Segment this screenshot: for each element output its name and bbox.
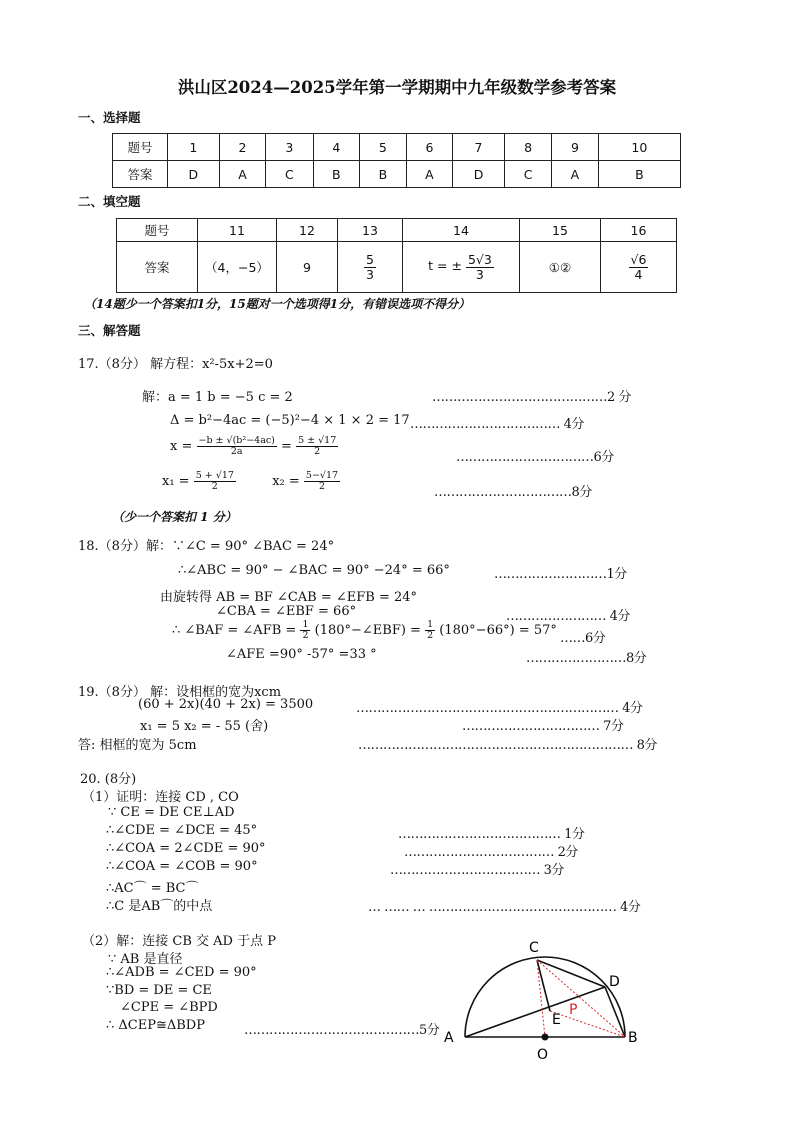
table-cell: A xyxy=(552,161,598,188)
label-a: A xyxy=(444,1030,454,1046)
fill-blank-answer-table xyxy=(116,218,677,293)
denominator: 2 xyxy=(302,629,309,641)
table-cell: 7 xyxy=(453,134,505,161)
table-cell: B xyxy=(598,161,680,188)
page-title: 洪山区2024—2025学年第一学期期中九年级数学参考答案 xyxy=(177,78,617,97)
denominator: 2 xyxy=(314,445,321,457)
numerator: √6 xyxy=(630,252,647,268)
score-dots: ……………………………………………………… 4分 xyxy=(356,701,643,716)
q19-heading: 19.（8分） 解：设相框的宽为xcm xyxy=(78,685,282,700)
q20-line: ∴∠COA = 2∠CDE = 90° xyxy=(106,841,266,856)
segment-ce xyxy=(537,960,550,1011)
table-cell xyxy=(403,242,520,293)
table-cell xyxy=(601,242,677,293)
numerator: 5 + √17 xyxy=(195,470,234,481)
q17-note: （少一个答案扣 1 分） xyxy=(112,510,237,524)
score-dots: ……………………………………5分 xyxy=(244,1023,440,1038)
score-dots: ………………………………… 1分 xyxy=(398,827,585,842)
table-header-cell: 题号 xyxy=(113,134,168,161)
denominator: 2a xyxy=(230,445,243,457)
denominator: 3 xyxy=(475,266,484,282)
q19-line: x₁ = 5 x₂ = - 55 (舍) xyxy=(140,719,269,734)
table-cell: B xyxy=(360,161,407,188)
score-dots: …………………… 4分 xyxy=(506,609,630,624)
q20-heading: 20. (8分) xyxy=(80,772,137,787)
table-cell: A xyxy=(406,161,452,188)
q20-line: （1）证明：连接 CD , CO xyxy=(82,790,239,805)
q20-line: ∴∠CDE = ∠DCE = 45° xyxy=(106,823,258,838)
table-cell: A xyxy=(219,161,265,188)
section2-heading: 二、填空题 xyxy=(78,194,141,209)
q17-line: 解：a = 1 b = −5 c = 2 xyxy=(142,390,293,405)
formula-prefix: x = xyxy=(170,438,193,454)
fraction xyxy=(629,253,649,280)
table-cell xyxy=(338,242,403,293)
table-cell: 5 xyxy=(360,134,407,161)
table-cell: 10 xyxy=(598,134,680,161)
table-cell: 1 xyxy=(168,134,220,161)
q20-line: ∵ AB 是直径 xyxy=(108,952,183,967)
q17-heading: 17.（8分） 解方程：x²-5x+2=0 xyxy=(78,357,273,372)
score-dots: ……………………………8分 xyxy=(434,485,592,500)
q20-line: ∠CPE = ∠BPD xyxy=(120,1000,218,1015)
q17-roots-line xyxy=(162,471,340,492)
fraction xyxy=(466,253,494,280)
q19-line: (60 + 2x)(40 + 2x) = 3500 xyxy=(138,697,314,712)
fraction xyxy=(296,436,338,457)
formula-prefix: ∴ ∠BAF = ∠AFB = xyxy=(172,622,297,638)
table-cell: 13 xyxy=(338,219,403,242)
table-cell: 6 xyxy=(406,134,452,161)
table-header-cell: 题号 xyxy=(117,219,198,242)
score-dots: ……6分 xyxy=(560,631,606,646)
dashed-eb xyxy=(550,1011,625,1037)
q20-line: ∴ ΔCEP≅ΔBDP xyxy=(106,1018,205,1033)
numerator: 1 xyxy=(427,619,434,630)
numerator: 5√3 xyxy=(467,252,492,268)
denominator: 2 xyxy=(427,629,434,641)
numerator: 5 ± √17 xyxy=(298,435,337,446)
numerator: 5−√17 xyxy=(305,470,339,481)
table-cell: 15 xyxy=(520,219,601,242)
chord-ad xyxy=(465,987,605,1037)
numerator: 5 xyxy=(366,252,374,268)
q18-line: ∴∠ABC = 90° − ∠BAC = 90° −24° = 66° xyxy=(178,563,450,578)
table-cell: ①② xyxy=(520,242,601,293)
fraction xyxy=(300,620,310,641)
semicircle-arc xyxy=(465,957,625,1037)
q20-line: ∴∠ADB = ∠CED = 90° xyxy=(106,965,257,980)
root-label: x₂ = xyxy=(272,473,300,489)
q20-line: ∵BD = DE = CE xyxy=(106,983,212,998)
fraction xyxy=(425,620,435,641)
dashed-cb xyxy=(537,960,625,1037)
formula-middle: (180°−∠EBF) = xyxy=(314,622,421,638)
q20-line: ∵ CE = DE CE⊥AD xyxy=(108,805,235,820)
table-cell: 9 xyxy=(552,134,598,161)
label-p: P xyxy=(569,1002,578,1018)
score-dots: ……………………………… 2分 xyxy=(404,845,578,860)
table-cell: D xyxy=(453,161,505,188)
q18-line: ∠AFE =90° -57° =33 ° xyxy=(226,647,377,662)
q20-line: ∴C 是AB⌒的中点 xyxy=(106,899,213,914)
semicircle-figure xyxy=(436,930,656,1065)
label-c: C xyxy=(529,940,539,956)
q18-formula-line xyxy=(172,620,557,641)
table-cell: （4，−5） xyxy=(198,242,277,293)
score-dots: …………………………… 7分 xyxy=(462,719,624,734)
root-label: x₁ = xyxy=(162,473,190,489)
score-dots: ……………………………… 4分 xyxy=(410,417,584,432)
table-header-cell: 答案 xyxy=(113,161,168,188)
denominator: 3 xyxy=(366,266,374,282)
table-cell: 12 xyxy=(277,219,338,242)
table-cell: 11 xyxy=(198,219,277,242)
equals-sign: = xyxy=(281,438,292,454)
dashed-co xyxy=(537,960,545,1037)
choice-answer-table xyxy=(112,133,681,188)
denominator: 4 xyxy=(634,266,643,282)
score-dots: ……………………………… 3分 xyxy=(390,863,564,878)
answer-prefix: t = ± xyxy=(428,258,462,274)
table-header-cell: 答案 xyxy=(117,242,198,293)
table-cell: 8 xyxy=(504,134,551,161)
table-row xyxy=(113,161,681,188)
table-cell: D xyxy=(168,161,220,188)
fraction xyxy=(194,471,236,492)
fraction xyxy=(364,253,376,280)
numerator: −b ± √(b²−4ac) xyxy=(198,435,275,446)
fraction xyxy=(304,471,340,492)
table-cell: C xyxy=(266,161,313,188)
q17-formula-line xyxy=(170,436,338,457)
label-d: D xyxy=(609,974,620,990)
table-cell: 9 xyxy=(277,242,338,293)
label-e: E xyxy=(552,1012,561,1028)
q18-line: 由旋转得 AB = BF ∠CAB = ∠EFB = 24° xyxy=(160,590,418,605)
section1-heading: 一、选择题 xyxy=(78,110,141,125)
score-dots: ………………………………………………………… 8分 xyxy=(358,738,657,753)
formula-end: (180°−66°) = 57° xyxy=(439,622,557,638)
table-cell: 4 xyxy=(313,134,360,161)
chord-db xyxy=(605,987,625,1037)
q20-line: ∴AC⌒ = BC⌒ xyxy=(106,881,199,896)
label-o: O xyxy=(537,1047,549,1063)
denominator: 2 xyxy=(211,480,218,492)
score-dots: … …… … ……………………………………… 4分 xyxy=(368,900,641,915)
score-dots: ……………………8分 xyxy=(526,651,647,666)
q19-line: 答: 相框的宽为 5cm xyxy=(78,738,197,753)
table-cell: 14 xyxy=(403,219,520,242)
q18-heading: 18.（8分）解：∵∠C = 90° ∠BAC = 24° xyxy=(78,539,335,554)
score-dots: ……………………………6分 xyxy=(456,450,614,465)
q17-line: Δ = b²−4ac = (−5)²−4 × 1 × 2 = 17 xyxy=(170,413,410,428)
fraction xyxy=(197,436,277,457)
table-cell: 3 xyxy=(266,134,313,161)
table-cell: B xyxy=(313,161,360,188)
table-row xyxy=(117,242,677,293)
score-dots: ……………………………………2 分 xyxy=(432,390,631,405)
denominator: 2 xyxy=(318,480,325,492)
q20-line: ∴∠COA = ∠COB = 90° xyxy=(106,859,258,874)
q20-line: （2）解：连接 CB 交 AD 于点 P xyxy=(82,934,276,949)
label-b: B xyxy=(628,1030,638,1046)
numerator: 1 xyxy=(302,619,309,630)
table-row xyxy=(117,219,677,242)
q18-line: ∠CBA = ∠EBF = 66° xyxy=(216,604,357,619)
table-cell: 16 xyxy=(601,219,677,242)
section2-note: （14题少一个答案扣1分，15题对一个选项得1分，有错误选项不得分） xyxy=(84,297,471,311)
table-cell: 2 xyxy=(219,134,265,161)
section3-heading: 三、解答题 xyxy=(78,323,141,338)
table-cell: C xyxy=(504,161,551,188)
center-point-o xyxy=(542,1034,549,1041)
score-dots: ………………………1分 xyxy=(494,567,627,582)
table-row xyxy=(113,134,681,161)
